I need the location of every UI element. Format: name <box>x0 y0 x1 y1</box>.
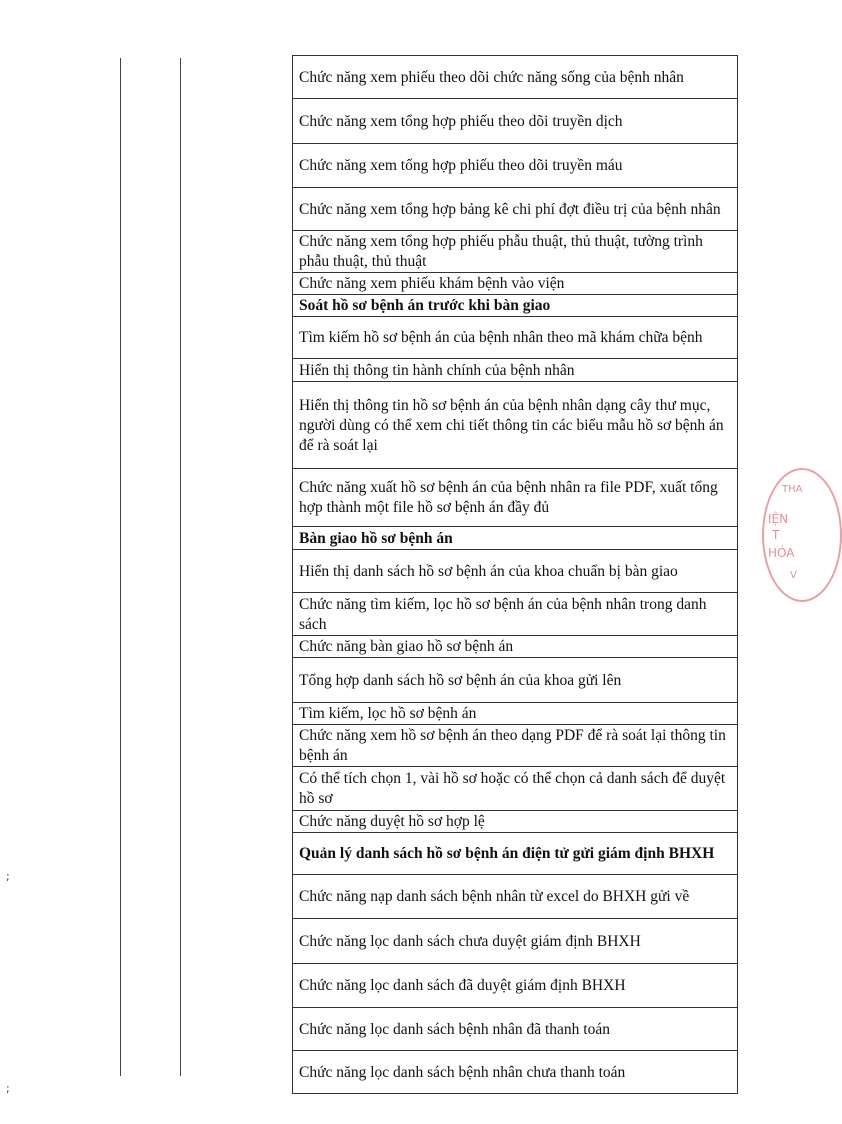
table-cell: Chức năng lọc danh sách đã duyệt giám định BHXH <box>293 964 738 1008</box>
table-row <box>293 56 738 99</box>
seal-text: THA <box>782 484 803 495</box>
seal-text: HÓA <box>768 546 795 560</box>
table-cell: Hiển thị thông tin hành chính của bệnh nhân <box>293 359 738 382</box>
table-row <box>293 144 738 188</box>
table-row <box>293 317 738 359</box>
table-cell: Có thể tích chọn 1, vài hồ sơ hoặc có thể chọn cả danh sách để duyệt hồ sơ <box>293 767 738 811</box>
table-cell: Chức năng xem hồ sơ bệnh án theo dạng PDF để rà soát lại thông tin bệnh án <box>293 725 738 767</box>
table-cell: Chức năng xem tổng hợp phiếu theo dõi truyền dịch <box>293 99 738 144</box>
table-cell: Tìm kiếm, lọc hồ sơ bệnh án <box>293 703 738 725</box>
table-cell: Tìm kiếm hồ sơ bệnh án của bệnh nhân theo mã khám chữa bệnh <box>293 317 738 359</box>
seal-text: IỆN <box>768 512 789 526</box>
table-cell: Chức năng bàn giao hồ sơ bệnh án <box>293 636 738 658</box>
table-row <box>293 636 738 658</box>
table-row <box>293 658 738 703</box>
scan-mark: ; <box>6 1082 10 1095</box>
seal-text: V <box>790 570 797 581</box>
table-row <box>293 188 738 231</box>
table-row <box>293 593 738 636</box>
table-row <box>293 875 738 919</box>
table-row <box>293 964 738 1008</box>
scan-mark: ; <box>6 870 10 883</box>
table-row <box>293 811 738 833</box>
table-cell: Chức năng duyệt hồ sơ hợp lệ <box>293 811 738 833</box>
section-row <box>293 295 738 317</box>
table-row <box>293 359 738 382</box>
table-row <box>293 1008 738 1051</box>
column-rule-2 <box>180 58 181 1076</box>
table-cell: Chức năng xem tổng hợp bảng kê chi phí đợt điều trị của bệnh nhân <box>293 188 738 231</box>
column-rule-1 <box>120 58 121 1076</box>
table-row <box>293 1051 738 1094</box>
table-cell: Tổng hợp danh sách hồ sơ bệnh án của khoa gửi lên <box>293 658 738 703</box>
table-cell: Hiển thị thông tin hồ sơ bệnh án của bệnh nhân dạng cây thư mục, người dùng có thể xem chi tiết thông tin các biểu mẫu hồ sơ bệnh án để rà soát lại <box>293 382 738 469</box>
seal-text: T <box>772 528 780 542</box>
table-cell: Chức năng xem tổng hợp phiếu phẫu thuật, thủ thuật, tường trình phẫu thuật, thủ thuật <box>293 231 738 273</box>
table-cell: Chức năng xem phiếu theo dõi chức năng sống của bệnh nhân <box>293 56 738 99</box>
table-cell: Chức năng lọc danh sách bệnh nhân chưa thanh toán <box>293 1051 738 1094</box>
table-cell: Chức năng xem tổng hợp phiếu theo dõi truyền máu <box>293 144 738 188</box>
table-row <box>293 703 738 725</box>
table-row <box>293 767 738 811</box>
table-row <box>293 382 738 469</box>
feature-table <box>292 55 738 1094</box>
table-row <box>293 725 738 767</box>
table-cell: Chức năng lọc danh sách bệnh nhân đã thanh toán <box>293 1008 738 1051</box>
official-seal <box>762 468 842 602</box>
section-heading: Bàn giao hồ sơ bệnh án <box>293 527 738 550</box>
table-cell: Chức năng lọc danh sách chưa duyệt giám định BHXH <box>293 919 738 964</box>
table-cell: Hiển thị danh sách hồ sơ bệnh án của khoa chuẩn bị bàn giao <box>293 550 738 593</box>
section-heading: Soát hồ sơ bệnh án trước khi bàn giao <box>293 295 738 317</box>
section-row <box>293 527 738 550</box>
section-heading: Quản lý danh sách hồ sơ bệnh án điện tử gửi giám định BHXH <box>293 833 738 875</box>
table-row <box>293 919 738 964</box>
table-row <box>293 273 738 295</box>
table-row <box>293 550 738 593</box>
table-cell: Chức năng nạp danh sách bệnh nhân từ excel do BHXH gửi về <box>293 875 738 919</box>
feature-table-body <box>293 56 738 1094</box>
table-row <box>293 469 738 527</box>
table-cell: Chức năng xem phiếu khám bệnh vào viện <box>293 273 738 295</box>
table-row <box>293 99 738 144</box>
table-cell: Chức năng xuất hồ sơ bệnh án của bệnh nhân ra file PDF, xuất tổng hợp thành một file hồ sơ bệnh án đầy đủ <box>293 469 738 527</box>
table-cell: Chức năng tìm kiếm, lọc hồ sơ bệnh án của bệnh nhân trong danh sách <box>293 593 738 636</box>
table-row <box>293 231 738 273</box>
section-row <box>293 833 738 875</box>
